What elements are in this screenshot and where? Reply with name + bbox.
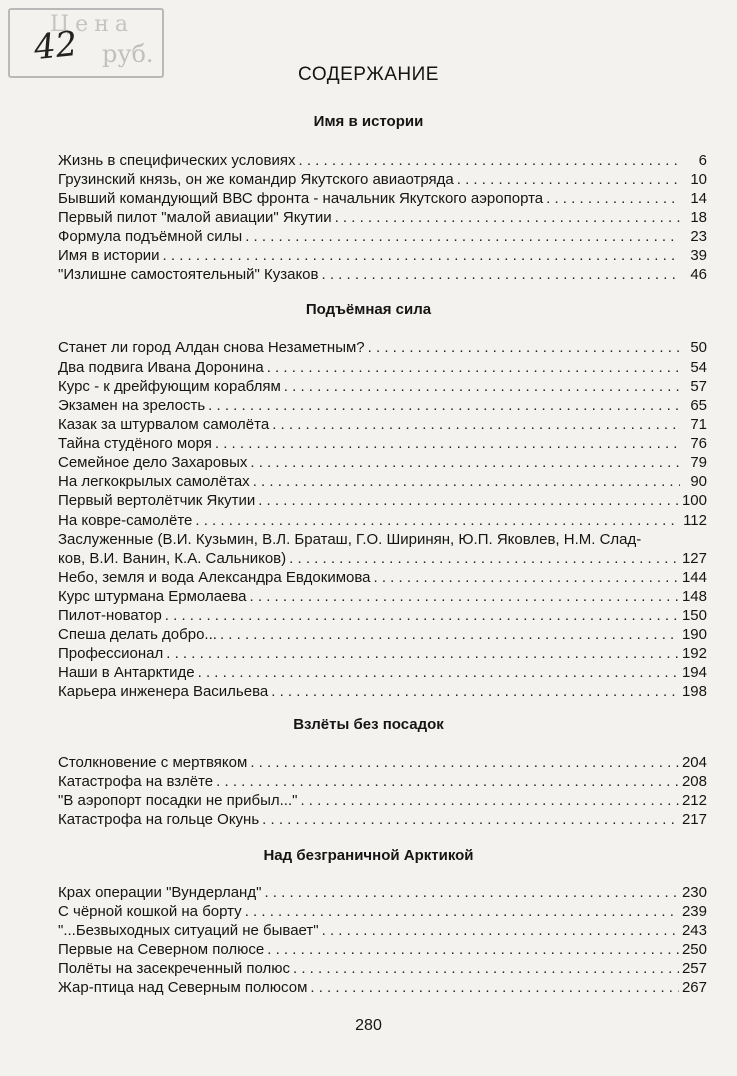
entry-title: Два подвига Ивана Доронина (58, 359, 264, 376)
entry-title: Имя в истории (58, 247, 160, 264)
entry-title: "Излишне самостоятельный" Кузаков (58, 266, 319, 283)
toc-entry (58, 171, 707, 189)
entry-title: Станет ли город Алдан снова Незаметным? (58, 339, 365, 356)
stamp-currency-label: руб. (102, 40, 154, 68)
dot-leader (284, 378, 680, 396)
entry-title: Полёты на засекреченный полюс (58, 960, 291, 977)
dot-leader (335, 209, 680, 227)
dot-leader (457, 171, 680, 189)
entry-page: 23 (690, 228, 707, 245)
toc-entry (58, 339, 707, 357)
toc-entry (58, 454, 707, 472)
dot-leader (216, 773, 679, 791)
entry-title: Формула подъёмной силы (58, 228, 243, 245)
toc-entry (58, 903, 707, 921)
dot-leader (198, 664, 679, 682)
entry-title: Семейное дело Захаровых (58, 454, 248, 471)
entry-title: Крах операции "Вундерланд" (58, 884, 262, 901)
section-heading: Имя в истории (313, 113, 424, 130)
entry-page: 239 (681, 903, 707, 920)
entry-title: Грузинский князь, он же командир Якутского авиаотряда (58, 171, 454, 188)
dot-leader (267, 941, 679, 959)
dot-leader (271, 683, 679, 701)
entry-title: "...Безвыходных ситуаций не бывает" (58, 922, 319, 939)
entry-page: 250 (681, 941, 707, 958)
entry-title: Катастрофа на взлёте (58, 773, 214, 790)
toc-entry (58, 754, 707, 772)
entry-page: 194 (681, 664, 707, 681)
entry-title: "В аэропорт посадки не прибыл..." (58, 792, 298, 809)
entry-title: На ковре-самолёте (58, 512, 193, 529)
entry-page: 150 (681, 607, 707, 624)
entry-page: 148 (681, 588, 707, 605)
entry-page: 198 (681, 683, 707, 700)
entry-page: 18 (690, 209, 707, 226)
entry-page: 267 (681, 979, 707, 996)
toc-entry (58, 979, 707, 997)
entry-page: 39 (690, 247, 707, 264)
entry-page: 10 (690, 171, 707, 188)
toc-entry (58, 922, 707, 940)
toc-entry (58, 960, 707, 978)
toc-entry (58, 664, 707, 682)
dot-leader (245, 903, 679, 921)
entry-page: 217 (681, 811, 707, 828)
dot-leader (253, 473, 680, 491)
toc-entry (58, 512, 707, 530)
entry-page: 192 (681, 645, 707, 662)
entry-page: 57 (690, 378, 707, 395)
entry-page: 54 (690, 359, 707, 376)
dot-leader (195, 512, 680, 530)
entry-title: С чёрной кошкой на борту (58, 903, 242, 920)
toc-entry (58, 607, 707, 625)
entry-title: Бывший командующий ВВС фронта - начальник Якутского аэропорта (58, 190, 544, 207)
toc-entry (58, 884, 707, 902)
toc-entry (58, 941, 707, 959)
entry-page: 100 (681, 492, 707, 509)
entry-title: Профессионал (58, 645, 164, 662)
entry-page: 127 (681, 550, 707, 567)
dot-leader (262, 811, 679, 829)
entry-page: 90 (690, 473, 707, 490)
toc-entry (58, 378, 707, 396)
section-heading: Взлёты без посадок (293, 716, 444, 733)
section-heading: Над безграничной Арктикой (263, 847, 474, 864)
dot-leader (264, 884, 679, 902)
toc-entry (58, 473, 707, 491)
toc-entry (58, 626, 707, 644)
entry-title: Казак за штурвалом самолёта (58, 416, 270, 433)
toc-entry (58, 416, 707, 434)
dot-leader (215, 435, 680, 453)
toc-entry (58, 266, 707, 284)
toc-entry (58, 228, 707, 246)
entry-title: Наши в Антарктиде (58, 664, 195, 681)
entry-title: На легкокрылых самолётах (58, 473, 250, 490)
entry-page: 204 (681, 754, 707, 771)
entry-page: 212 (681, 792, 707, 809)
entry-title: Первые на Северном полюсе (58, 941, 265, 958)
entry-title: Столкновение с мертвяком (58, 754, 248, 771)
entry-page: 112 (683, 512, 707, 529)
dot-leader (368, 339, 680, 357)
page-number: 280 (355, 1017, 382, 1034)
entry-page: 76 (690, 435, 707, 452)
toc-entry (58, 683, 707, 701)
dot-leader (322, 922, 679, 940)
dot-leader (208, 397, 680, 415)
dot-leader (300, 792, 679, 810)
entry-page: 243 (681, 922, 707, 939)
dot-leader (166, 645, 679, 663)
handwritten-price: 42 (32, 23, 80, 69)
dot-leader (267, 359, 680, 377)
entry-title: Первый вертолётчик Якутии (58, 492, 256, 509)
entry-page: 71 (690, 416, 707, 433)
entry-page: 79 (690, 454, 707, 471)
toc-entry (58, 792, 707, 810)
entry-title: Курс - к дрейфующим кораблям (58, 378, 281, 395)
toc-entry (58, 550, 707, 568)
toc-entry (58, 773, 707, 791)
dot-leader (293, 960, 679, 978)
dot-leader (165, 607, 679, 625)
page-title: СОДЕРЖАНИЕ (298, 64, 439, 85)
entry-title: Спеша делать добро... (58, 626, 217, 643)
toc-entry (58, 811, 707, 829)
toc-entry (58, 588, 707, 606)
entry-title: Жар-птица над Северным полюсом (58, 979, 308, 996)
stamp-price-label: Цена (50, 12, 134, 37)
entry-title-line1: Заслуженные (В.И. Кузьмин, В.Л. Браташ, Г.О. Ширинян, Ю.П. Яковлев, Н.М. Слад- (58, 531, 642, 548)
toc-entry (58, 645, 707, 663)
entry-title: Тайна студёного моря (58, 435, 212, 452)
toc-entry (58, 569, 707, 587)
entry-title: ков, В.И. Ванин, К.А. Сальников) (58, 550, 287, 567)
entry-page: 230 (681, 884, 707, 901)
dot-leader (299, 152, 681, 170)
entry-page: 144 (681, 569, 707, 586)
toc-entry (58, 359, 707, 377)
entry-page: 208 (681, 773, 707, 790)
dot-leader (220, 626, 679, 644)
entry-page: 6 (698, 152, 707, 169)
dot-leader (250, 754, 679, 772)
toc-entry (58, 435, 707, 453)
entry-page: 50 (690, 339, 707, 356)
toc-entry (58, 190, 707, 208)
entry-title: Курс штурмана Ермолаева (58, 588, 247, 605)
toc-entry (58, 247, 707, 265)
entry-title: Карьера инженера Васильева (58, 683, 269, 700)
entry-page: 257 (681, 960, 707, 977)
dot-leader (250, 588, 679, 606)
entry-title: Первый пилот "малой авиации" Якутии (58, 209, 332, 226)
dot-leader (250, 454, 680, 472)
entry-page: 14 (690, 190, 707, 207)
entry-page: 65 (690, 397, 707, 414)
dot-leader (289, 550, 679, 568)
dot-leader (258, 492, 679, 510)
entry-title: Катастрофа на гольце Окунь (58, 811, 260, 828)
toc-entry (58, 492, 707, 510)
entry-page: 190 (681, 626, 707, 643)
dot-leader (163, 247, 680, 265)
dot-leader (374, 569, 679, 587)
section-heading: Подъёмная сила (305, 301, 432, 318)
dot-leader (546, 190, 680, 208)
entry-page: 46 (690, 266, 707, 283)
dot-leader (272, 416, 680, 434)
toc-entry (58, 209, 707, 227)
entry-title: Пилот-новатор (58, 607, 162, 624)
entry-title: Небо, земля и вода Александра Евдокимова (58, 569, 371, 586)
toc-entry (58, 152, 707, 170)
toc-entry (58, 397, 707, 415)
dot-leader (322, 266, 681, 284)
entry-title: Жизнь в специфических условиях (58, 152, 296, 169)
dot-leader (245, 228, 680, 246)
entry-title: Экзамен на зрелость (58, 397, 206, 414)
dot-leader (310, 979, 679, 997)
